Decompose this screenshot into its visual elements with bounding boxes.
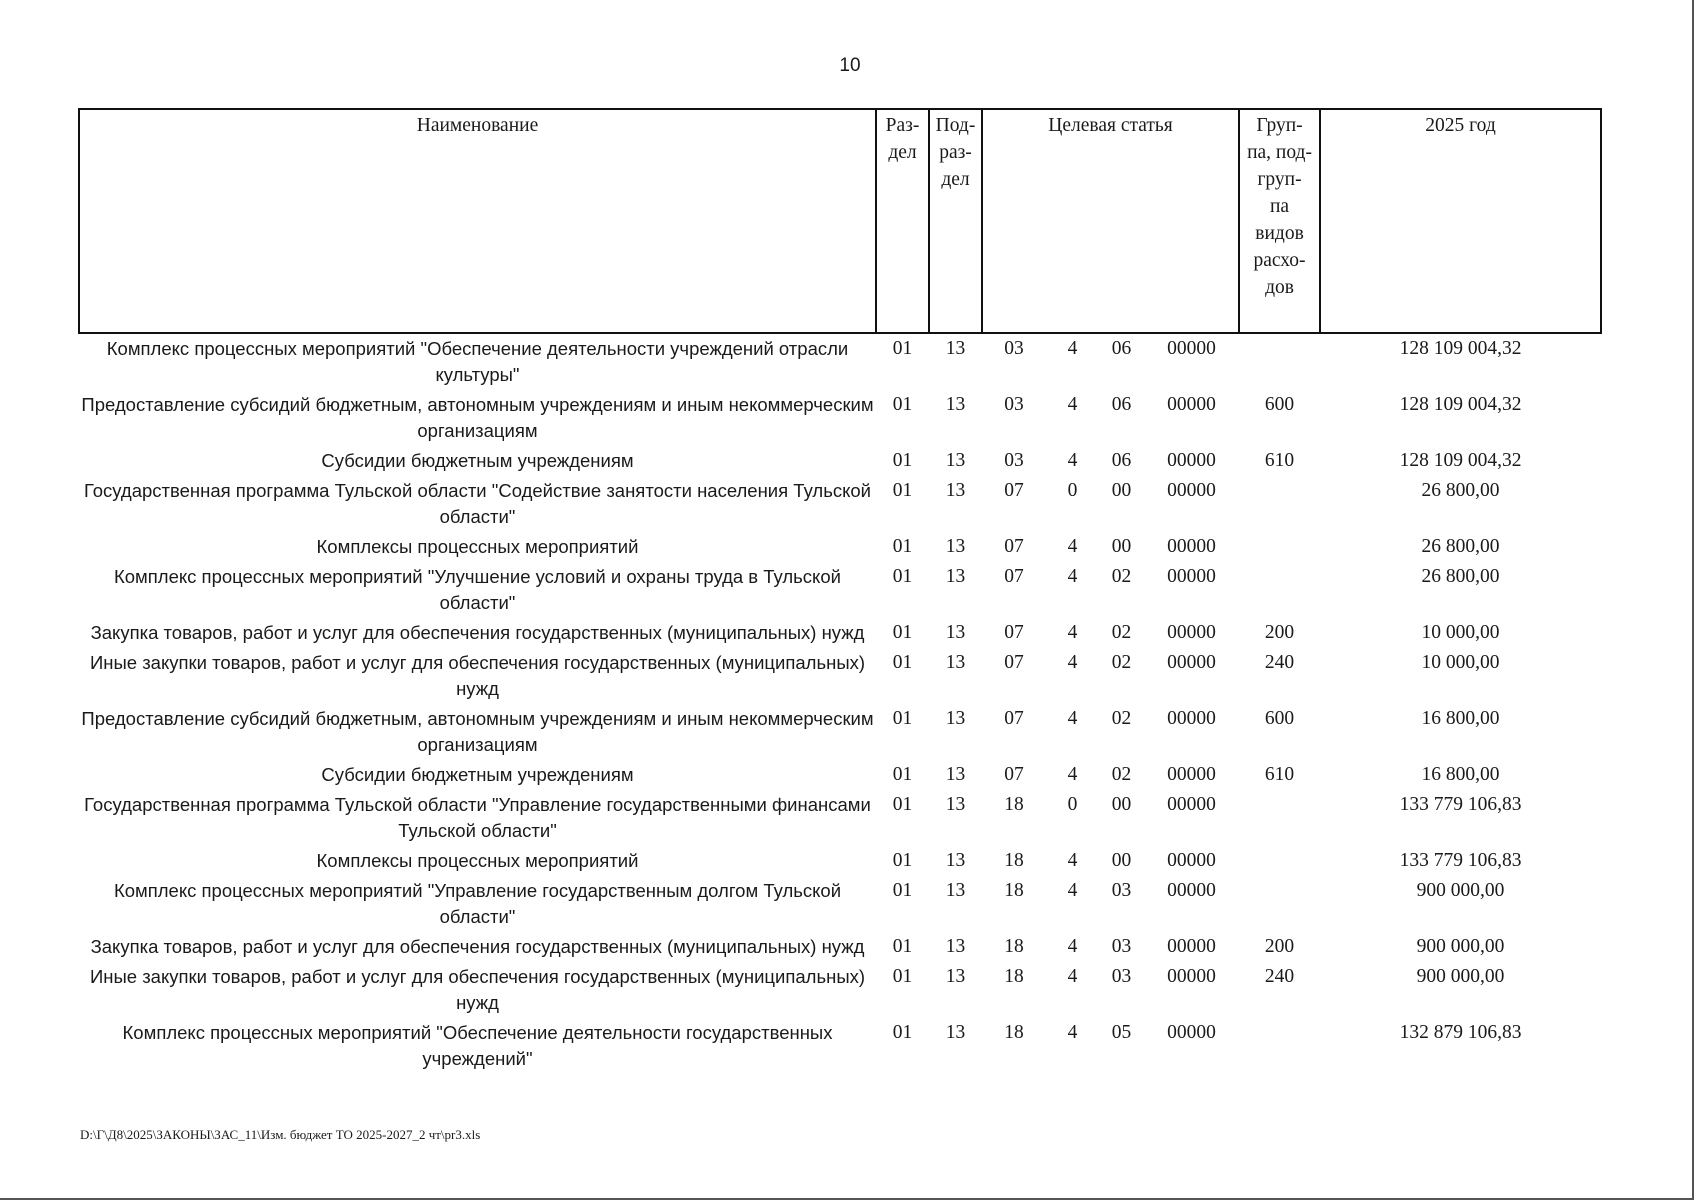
row-razdel: 01	[892, 450, 913, 471]
row-expense-group	[1239, 846, 1320, 876]
row-target-program: 03	[1004, 394, 1024, 415]
row-amount: 26 800,00	[1421, 480, 1500, 501]
row-target-type: 4	[1067, 622, 1078, 643]
row-target-type: 4	[1067, 566, 1078, 587]
row-razdel: 01	[892, 622, 913, 643]
row-amount: 128 109 004,32	[1399, 338, 1522, 359]
row-razdel: 01	[892, 394, 913, 415]
row-name: Государственная программа Тульской области "Содействие занятости населения Тульской области"	[83, 480, 872, 527]
row-podrazdel: 13	[945, 652, 966, 673]
row-razdel: 01	[892, 794, 913, 815]
row-expense-group: 610	[1264, 764, 1295, 785]
table-row	[79, 1018, 1601, 1074]
row-target-type: 4	[1067, 394, 1078, 415]
row-razdel: 01	[892, 1022, 913, 1043]
row-target-type: 4	[1067, 880, 1078, 901]
row-razdel: 01	[892, 536, 913, 557]
row-amount: 900 000,00	[1416, 936, 1505, 957]
row-target-type: 4	[1067, 850, 1078, 871]
row-target-program: 07	[1004, 652, 1024, 673]
row-target-program: 07	[1004, 622, 1024, 643]
row-target-type: 4	[1067, 764, 1078, 785]
row-amount: 26 800,00	[1421, 566, 1500, 587]
row-podrazdel: 13	[945, 536, 966, 557]
row-target-direction: 00000	[1167, 394, 1216, 415]
row-target-subprogram: 02	[1111, 764, 1132, 785]
table-row	[79, 390, 1601, 446]
header-target-article: Целевая статья	[982, 109, 1239, 333]
row-target-direction: 00000	[1167, 936, 1216, 957]
table-header	[79, 109, 1601, 333]
row-target-subprogram: 02	[1111, 566, 1132, 587]
table-row	[79, 962, 1601, 1018]
row-podrazdel: 13	[945, 450, 966, 471]
row-target-type: 4	[1067, 652, 1078, 673]
row-expense-group	[1239, 1018, 1320, 1074]
row-target-program: 07	[1004, 764, 1024, 785]
row-target-program: 07	[1004, 536, 1024, 557]
row-expense-group	[1239, 333, 1320, 390]
row-podrazdel: 13	[945, 394, 966, 415]
row-amount: 900 000,00	[1416, 880, 1505, 901]
row-target-program: 07	[1004, 708, 1024, 729]
table-row	[79, 760, 1601, 790]
row-target-subprogram: 03	[1111, 880, 1132, 901]
row-podrazdel: 13	[945, 966, 966, 987]
row-podrazdel: 13	[945, 1022, 966, 1043]
table-row	[79, 648, 1601, 704]
row-target-type: 4	[1067, 1022, 1078, 1043]
row-target-subprogram: 06	[1111, 450, 1132, 471]
row-target-program: 18	[1004, 1022, 1024, 1043]
table-row	[79, 618, 1601, 648]
row-amount: 900 000,00	[1416, 966, 1505, 987]
row-podrazdel: 13	[945, 338, 966, 359]
row-name: Закупка товаров, работ и услуг для обеспечения государственных (муниципальных) нужд	[90, 936, 865, 957]
table-row	[79, 562, 1601, 618]
row-target-type: 4	[1067, 936, 1078, 957]
row-target-direction: 00000	[1167, 708, 1216, 729]
row-razdel: 01	[892, 850, 913, 871]
row-name: Субсидии бюджетным учреждениям	[321, 764, 634, 785]
row-expense-group	[1239, 790, 1320, 846]
row-razdel: 01	[892, 708, 913, 729]
row-target-type: 4	[1067, 536, 1078, 557]
row-target-direction: 00000	[1167, 566, 1216, 587]
row-target-subprogram: 02	[1111, 708, 1132, 729]
row-name: Комплексы процессных мероприятий	[316, 536, 639, 557]
row-expense-group	[1239, 562, 1320, 618]
row-target-direction: 00000	[1167, 794, 1216, 815]
table-body	[79, 333, 1601, 1074]
header-name: Наименование	[79, 109, 876, 333]
row-podrazdel: 13	[945, 708, 966, 729]
row-razdel: 01	[892, 652, 913, 673]
row-target-program: 18	[1004, 794, 1024, 815]
row-target-subprogram: 06	[1111, 338, 1132, 359]
row-amount: 133 779 106,83	[1399, 850, 1522, 871]
row-target-subprogram: 03	[1111, 936, 1132, 957]
table-row	[79, 532, 1601, 562]
row-target-direction: 00000	[1167, 480, 1216, 501]
row-target-direction: 00000	[1167, 536, 1216, 557]
row-target-program: 03	[1004, 338, 1024, 359]
row-razdel: 01	[892, 764, 913, 785]
row-podrazdel: 13	[945, 850, 966, 871]
row-razdel: 01	[892, 966, 913, 987]
table-row	[79, 704, 1601, 760]
row-target-direction: 00000	[1167, 966, 1216, 987]
row-podrazdel: 13	[945, 880, 966, 901]
row-amount: 16 800,00	[1421, 764, 1500, 785]
header-year: 2025 год	[1320, 109, 1601, 333]
row-amount: 10 000,00	[1421, 652, 1500, 673]
row-name: Иные закупки товаров, работ и услуг для обеспечения государственных (муниципальных) нужд	[89, 652, 866, 699]
row-expense-group: 610	[1264, 450, 1295, 471]
row-target-type: 0	[1067, 794, 1078, 815]
row-target-type: 4	[1067, 966, 1078, 987]
row-name: Предоставление субсидий бюджетным, автономным учреждениям и иным некоммерческим организациям	[81, 394, 874, 441]
row-expense-group: 200	[1264, 936, 1295, 957]
row-amount: 128 109 004,32	[1399, 450, 1522, 471]
row-podrazdel: 13	[945, 794, 966, 815]
row-target-direction: 00000	[1167, 764, 1216, 785]
row-target-direction: 00000	[1167, 338, 1216, 359]
row-name: Комплекс процессных мероприятий "Улучшение условий и охраны труда в Тульской области"	[113, 566, 841, 613]
row-target-direction: 00000	[1167, 652, 1216, 673]
table-row	[79, 446, 1601, 476]
row-name: Комплекс процессных мероприятий "Обеспечение деятельности государственных учреждений"	[122, 1022, 833, 1069]
row-expense-group: 600	[1264, 708, 1295, 729]
row-target-subprogram: 00	[1111, 850, 1132, 871]
row-target-type: 4	[1067, 450, 1078, 471]
row-expense-group	[1239, 532, 1320, 562]
row-amount: 133 779 106,83	[1399, 794, 1522, 815]
row-podrazdel: 13	[945, 936, 966, 957]
row-amount: 26 800,00	[1421, 536, 1500, 557]
table-row	[79, 476, 1601, 532]
row-name: Закупка товаров, работ и услуг для обеспечения государственных (муниципальных) нужд	[90, 622, 865, 643]
row-name: Государственная программа Тульской области "Управление государственными финансами Тульской области"	[84, 794, 871, 841]
row-podrazdel: 13	[945, 566, 966, 587]
row-expense-group: 200	[1264, 622, 1295, 643]
table-row	[79, 876, 1601, 932]
row-expense-group: 240	[1264, 652, 1295, 673]
row-razdel: 01	[892, 880, 913, 901]
row-razdel: 01	[892, 936, 913, 957]
row-amount: 16 800,00	[1421, 708, 1500, 729]
row-target-direction: 00000	[1167, 850, 1216, 871]
row-name: Комплекс процессных мероприятий "Управление государственным долгом Тульской области"	[113, 880, 842, 927]
row-target-direction: 00000	[1167, 1022, 1216, 1043]
table-row	[79, 846, 1601, 876]
row-name: Комплексы процессных мероприятий	[316, 850, 639, 871]
row-podrazdel: 13	[945, 764, 966, 785]
row-target-program: 07	[1004, 480, 1024, 501]
row-target-subprogram: 02	[1111, 622, 1132, 643]
row-razdel: 01	[892, 480, 913, 501]
budget-table	[78, 108, 1602, 1074]
row-expense-group: 240	[1264, 966, 1295, 987]
row-target-program: 18	[1004, 850, 1024, 871]
row-razdel: 01	[892, 338, 913, 359]
file-path-footer: D:\Г\Д8\2025\ЗАКОНЫ\ЗАС_11\Изм. бюджет ТО 2025-2027_2 чт\pr3.xls	[80, 1127, 481, 1142]
row-target-type: 4	[1067, 708, 1078, 729]
row-amount: 132 879 106,83	[1399, 1022, 1522, 1043]
header-podrazdel: Под- раз- дел	[929, 109, 982, 333]
row-amount: 10 000,00	[1421, 622, 1500, 643]
row-target-subprogram: 02	[1111, 652, 1132, 673]
table-row	[79, 932, 1601, 962]
row-target-program: 07	[1004, 566, 1024, 587]
row-target-direction: 00000	[1167, 622, 1216, 643]
header-razdel: Раз- дел	[876, 109, 929, 333]
row-name: Предоставление субсидий бюджетным, автономным учреждениям и иным некоммерческим организациям	[81, 708, 874, 755]
row-target-subprogram: 00	[1111, 794, 1132, 815]
header-expense-group: Груп- па, под- груп- па видов расхо- дов	[1239, 109, 1320, 333]
row-target-direction: 00000	[1167, 880, 1216, 901]
row-razdel: 01	[892, 566, 913, 587]
row-name: Субсидии бюджетным учреждениям	[321, 450, 634, 471]
row-name: Комплекс процессных мероприятий "Обеспечение деятельности учреждений отрасли культуры"	[106, 338, 849, 385]
row-target-program: 18	[1004, 880, 1024, 901]
row-target-subprogram: 00	[1111, 480, 1132, 501]
row-target-subprogram: 06	[1111, 394, 1132, 415]
row-target-program: 03	[1004, 450, 1024, 471]
table-row	[79, 333, 1601, 390]
row-expense-group	[1239, 876, 1320, 932]
row-target-direction: 00000	[1167, 450, 1216, 471]
row-name: Иные закупки товаров, работ и услуг для обеспечения государственных (муниципальных) нужд	[89, 966, 866, 1013]
table-row	[79, 790, 1601, 846]
row-amount: 128 109 004,32	[1399, 394, 1522, 415]
row-expense-group: 600	[1264, 394, 1295, 415]
row-target-subprogram: 00	[1111, 536, 1132, 557]
row-podrazdel: 13	[945, 480, 966, 501]
row-target-type: 4	[1067, 338, 1078, 359]
row-podrazdel: 13	[945, 622, 966, 643]
row-expense-group	[1239, 476, 1320, 532]
row-target-program: 18	[1004, 936, 1024, 957]
row-target-subprogram: 05	[1111, 1022, 1132, 1043]
row-target-type: 0	[1067, 480, 1078, 501]
row-target-subprogram: 03	[1111, 966, 1132, 987]
page-number: 10	[839, 55, 861, 76]
row-target-program: 18	[1004, 966, 1024, 987]
